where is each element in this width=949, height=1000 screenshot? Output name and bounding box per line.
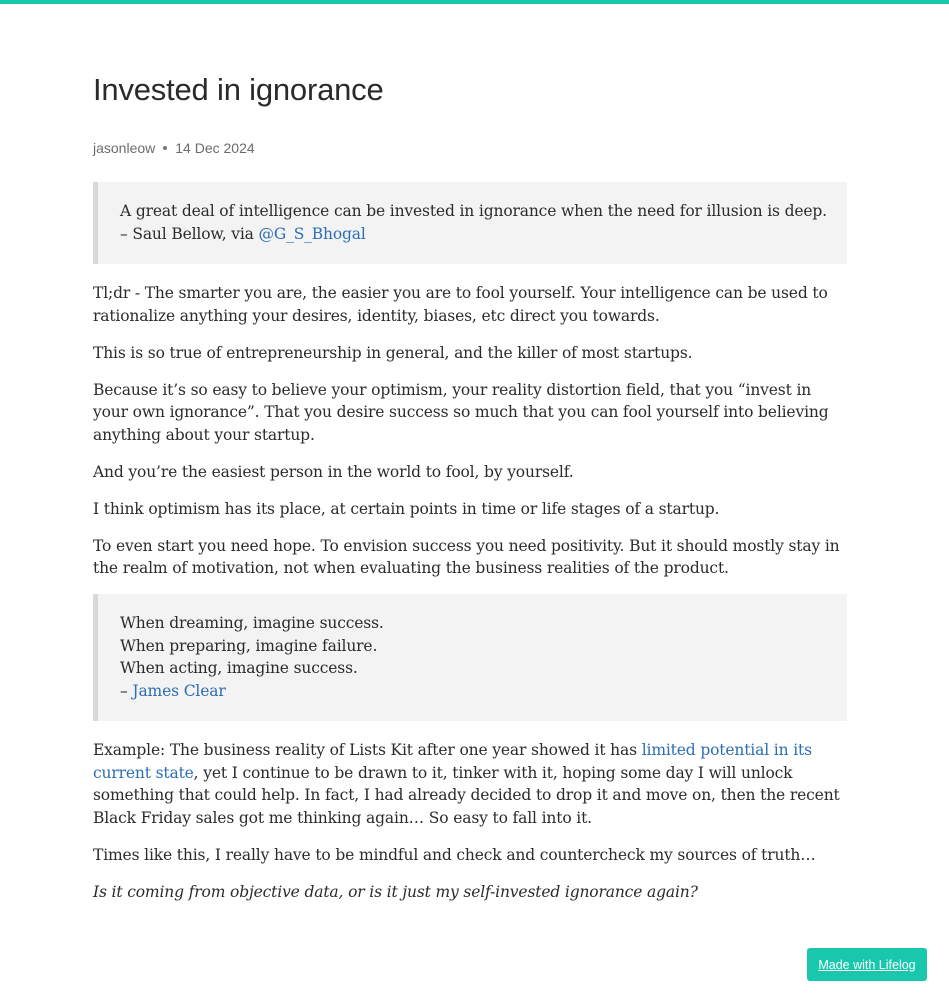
quote-link-bhogal[interactable]: @G_S_Bhogal — [258, 224, 366, 243]
article — [93, 70, 847, 918]
link-limited-potential[interactable]: limited potential in its current state — [93, 741, 812, 782]
paragraph-optimism-place: I think optimism has its place, at certain points in time or life stages of a startup. — [93, 499, 720, 518]
author-name[interactable]: jasonleow — [93, 140, 156, 156]
made-with-lifelog-button[interactable]: Made with Lifelog — [807, 948, 927, 981]
paragraph-tldr: Tl;dr - The smarter you are, the easier you are to fool yourself. Your intelligence can be used to rationalize anything your desires, identity, biases, etc direct you towards. — [93, 284, 828, 325]
example-text-after: , yet I continue to be drawn to it, tinker with it, hoping some day I will unlock something that could help. In fact, I had already decided to drop it and move on, then the recent Black Friday sales got me thinking again… So easy to fall into it. — [93, 763, 840, 827]
quote-link-james-clear[interactable]: James Clear — [132, 681, 226, 700]
example-text-before: Example: The business reality of Lists Kit after one year showed it has — [93, 741, 642, 759]
paragraph-hope: To even start you need hope. To envision success you need positivity. But it should mostly stay in the realm of motivation, not when evaluating the business realities of the product. — [93, 536, 840, 577]
quote-dash: – — [120, 681, 133, 700]
page-title: Invested in ignorance — [93, 72, 384, 107]
blockquote-bellow — [93, 182, 847, 264]
quote-body: A great deal of intelligence can be invested in ignorance when the need for illusion is deep. – Saul Bellow, via — [120, 202, 827, 243]
quote-line-2: When preparing, imagine failure. — [120, 636, 378, 655]
quote-text — [120, 612, 827, 702]
paragraph-easiest-person: And you’re the easiest person in the world to fool, by yourself. — [93, 462, 574, 481]
paragraph-optimism: Because it’s so easy to believe your optimism, your reality distortion field, that you “invest in your own ignorance”. That you desire success so much that you can fool yourself into believing anything about your startup. — [93, 380, 829, 444]
top-accent-bar — [0, 0, 949, 4]
quote-text — [120, 200, 827, 245]
blockquote-clear — [93, 594, 847, 721]
post-meta — [93, 139, 847, 157]
paragraph-example — [93, 739, 847, 829]
quote-attribution — [120, 680, 827, 703]
quote-line-3: When acting, imagine success. — [120, 659, 358, 677]
quote-line-1: When dreaming, imagine success. — [120, 614, 384, 632]
separator-dot-icon — [163, 146, 167, 150]
article-body — [93, 182, 847, 903]
paragraph-mindful: Times like this, I really have to be mindful and check and countercheck my sources of truth… — [93, 845, 816, 864]
paragraph-entrepreneurship: This is so true of entrepreneurship in general, and the killer of most startups. — [93, 343, 693, 362]
paragraph-closing-question: Is it coming from objective data, or is it just my self-invested ignorance again? — [93, 882, 698, 901]
post-date: 14 Dec 2024 — [175, 140, 255, 156]
